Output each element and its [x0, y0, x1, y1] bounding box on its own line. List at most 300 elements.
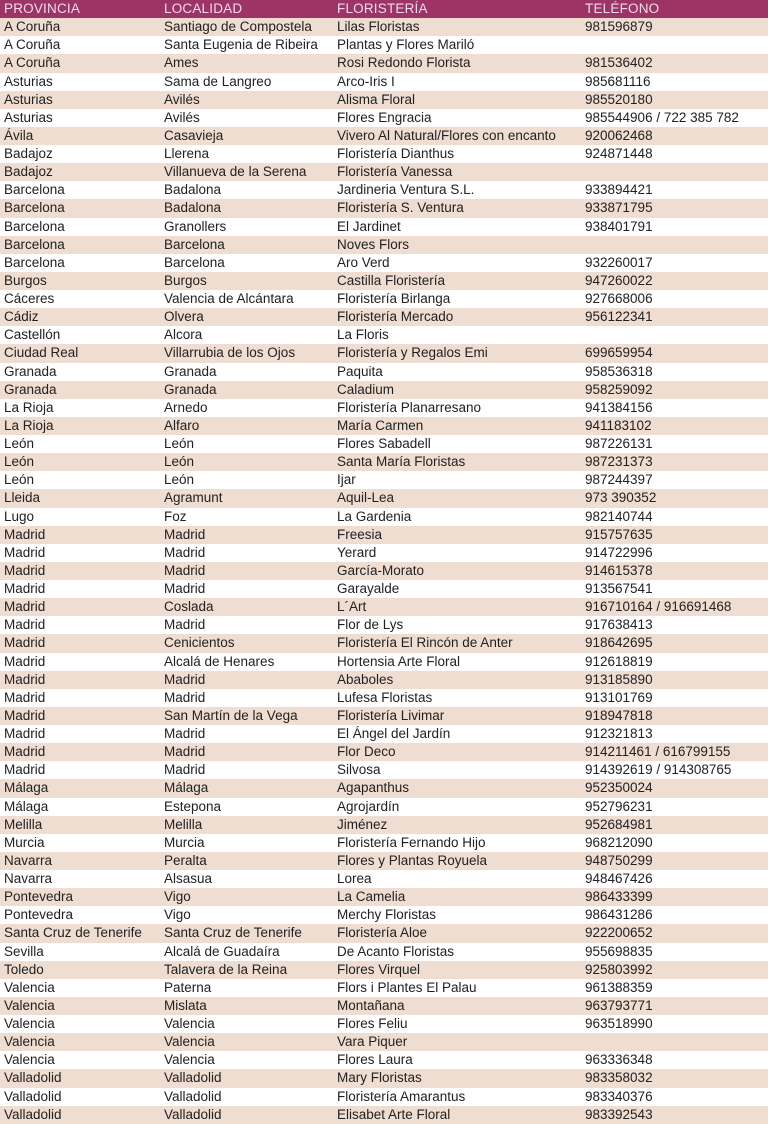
cell-provincia: Granada: [0, 363, 160, 381]
cell-provincia: Castellón: [0, 326, 160, 344]
cell-localidad: León: [160, 435, 333, 453]
cell-floristeria: Yerard: [333, 544, 581, 562]
cell-provincia: Navarra: [0, 870, 160, 888]
cell-telefono: 918947818: [581, 707, 768, 725]
cell-provincia: Madrid: [0, 725, 160, 743]
cell-telefono: 985544906 / 722 385 782: [581, 109, 768, 127]
cell-localidad: Casavieja: [160, 127, 333, 145]
table-row: [0, 779, 768, 797]
cell-localidad: Mislata: [160, 997, 333, 1015]
cell-localidad: Arnedo: [160, 399, 333, 417]
cell-floristeria: Floristería El Rincón de Anter: [333, 634, 581, 652]
cell-localidad: Valencia de Alcántara: [160, 290, 333, 308]
cell-localidad: Barcelona: [160, 254, 333, 272]
cell-floristeria: Floristería Mercado: [333, 308, 581, 326]
cell-provincia: Barcelona: [0, 236, 160, 254]
table-row: [0, 725, 768, 743]
cell-localidad: Villarrubia de los Ojos: [160, 344, 333, 362]
cell-floristeria: Flor Deco: [333, 743, 581, 761]
table-row: [0, 254, 768, 272]
cell-telefono: 952684981: [581, 816, 768, 834]
cell-floristeria: La Floris: [333, 326, 581, 344]
cell-telefono: 915757635: [581, 526, 768, 544]
cell-provincia: Madrid: [0, 689, 160, 707]
table-row: [0, 580, 768, 598]
cell-provincia: Madrid: [0, 562, 160, 580]
cell-provincia: Valencia: [0, 979, 160, 997]
table-row: [0, 598, 768, 616]
cell-telefono: 948750299: [581, 852, 768, 870]
table-row: [0, 562, 768, 580]
cell-telefono: 699659954: [581, 344, 768, 362]
table-row: [0, 18, 768, 36]
cell-localidad: Murcia: [160, 834, 333, 852]
table-row: [0, 127, 768, 145]
cell-provincia: Madrid: [0, 761, 160, 779]
table-row: [0, 743, 768, 761]
column-header-localidad: LOCALIDAD: [160, 0, 333, 18]
cell-localidad: Alsasua: [160, 870, 333, 888]
cell-telefono: [581, 236, 768, 254]
cell-floristeria: Rosi Redondo Florista: [333, 54, 581, 72]
cell-provincia: Barcelona: [0, 199, 160, 217]
cell-telefono: 927668006: [581, 290, 768, 308]
cell-telefono: 912321813: [581, 725, 768, 743]
cell-provincia: Melilla: [0, 816, 160, 834]
cell-telefono: 982140744: [581, 508, 768, 526]
cell-localidad: Granada: [160, 381, 333, 399]
table-row: [0, 852, 768, 870]
table-row: [0, 344, 768, 362]
table-row: [0, 761, 768, 779]
table-row: [0, 145, 768, 163]
cell-localidad: Badalona: [160, 181, 333, 199]
cell-provincia: Granada: [0, 381, 160, 399]
cell-floristeria: La Camelia: [333, 888, 581, 906]
cell-floristeria: Lilas Floristas: [333, 18, 581, 36]
cell-localidad: Vigo: [160, 906, 333, 924]
cell-floristeria: Hortensia Arte Floral: [333, 653, 581, 671]
cell-provincia: León: [0, 453, 160, 471]
table-row: [0, 471, 768, 489]
cell-telefono: 986431286: [581, 906, 768, 924]
cell-floristeria: Garayalde: [333, 580, 581, 598]
cell-floristeria: Freesia: [333, 526, 581, 544]
table-row: [0, 653, 768, 671]
cell-floristeria: Ijar: [333, 471, 581, 489]
cell-provincia: Madrid: [0, 634, 160, 652]
cell-provincia: Valencia: [0, 1015, 160, 1033]
cell-telefono: 913101769: [581, 689, 768, 707]
cell-floristeria: Castilla Floristería: [333, 272, 581, 290]
cell-telefono: 983358032: [581, 1069, 768, 1087]
cell-telefono: 913185890: [581, 671, 768, 689]
cell-floristeria: Floristería Amarantus: [333, 1088, 581, 1106]
cell-localidad: Llerena: [160, 145, 333, 163]
cell-provincia: Asturias: [0, 91, 160, 109]
cell-floristeria: Floristería Dianthus: [333, 145, 581, 163]
table-row: [0, 272, 768, 290]
cell-localidad: Madrid: [160, 761, 333, 779]
cell-provincia: Barcelona: [0, 181, 160, 199]
cell-provincia: Málaga: [0, 779, 160, 797]
cell-localidad: Alcora: [160, 326, 333, 344]
table-row: [0, 689, 768, 707]
table-row: [0, 979, 768, 997]
table-row: [0, 435, 768, 453]
cell-floristeria: Vara Piquer: [333, 1033, 581, 1051]
cell-telefono: 932260017: [581, 254, 768, 272]
cell-localidad: Paterna: [160, 979, 333, 997]
cell-localidad: Valencia: [160, 1051, 333, 1069]
cell-localidad: Avilés: [160, 91, 333, 109]
cell-floristeria: Agrojardín: [333, 798, 581, 816]
cell-telefono: [581, 36, 768, 54]
cell-localidad: Agramunt: [160, 489, 333, 507]
table-row: [0, 290, 768, 308]
cell-floristeria: Floristería Fernando Hijo: [333, 834, 581, 852]
cell-floristeria: Mary Floristas: [333, 1069, 581, 1087]
cell-telefono: 948467426: [581, 870, 768, 888]
cell-localidad: Badalona: [160, 199, 333, 217]
cell-provincia: Toledo: [0, 961, 160, 979]
cell-localidad: Madrid: [160, 689, 333, 707]
cell-floristeria: De Acanto Floristas: [333, 943, 581, 961]
cell-telefono: 912618819: [581, 653, 768, 671]
cell-telefono: 963518990: [581, 1015, 768, 1033]
cell-localidad: Ames: [160, 54, 333, 72]
table-row: [0, 236, 768, 254]
cell-floristeria: Flors i Plantes El Palau: [333, 979, 581, 997]
cell-telefono: 985520180: [581, 91, 768, 109]
cell-floristeria: García-Morato: [333, 562, 581, 580]
cell-floristeria: Jardineria Ventura S.L.: [333, 181, 581, 199]
table-row: [0, 218, 768, 236]
cell-telefono: 986433399: [581, 888, 768, 906]
column-header-provincia: PROVINCIA: [0, 0, 160, 18]
cell-floristeria: El Ángel del Jardín: [333, 725, 581, 743]
table-row: [0, 399, 768, 417]
cell-localidad: Santiago de Compostela: [160, 18, 333, 36]
cell-telefono: 922200652: [581, 924, 768, 942]
cell-provincia: Ciudad Real: [0, 344, 160, 362]
cell-telefono: 983340376: [581, 1088, 768, 1106]
cell-telefono: 963793771: [581, 997, 768, 1015]
cell-localidad: Foz: [160, 508, 333, 526]
cell-floristeria: Elisabet Arte Floral: [333, 1106, 581, 1124]
cell-telefono: 916710164 / 916691468: [581, 598, 768, 616]
cell-localidad: Valencia: [160, 1015, 333, 1033]
cell-provincia: Badajoz: [0, 145, 160, 163]
cell-telefono: 938401791: [581, 218, 768, 236]
cell-localidad: Málaga: [160, 779, 333, 797]
cell-floristeria: Arco-Iris I: [333, 73, 581, 91]
cell-telefono: [581, 163, 768, 181]
cell-localidad: Alcalá de Henares: [160, 653, 333, 671]
cell-localidad: San Martín de la Vega: [160, 707, 333, 725]
cell-floristeria: Floristería Birlanga: [333, 290, 581, 308]
cell-localidad: Cenicientos: [160, 634, 333, 652]
cell-telefono: 973 390352: [581, 489, 768, 507]
cell-localidad: Sama de Langreo: [160, 73, 333, 91]
cell-provincia: Madrid: [0, 544, 160, 562]
cell-provincia: A Coruña: [0, 36, 160, 54]
table-row: [0, 489, 768, 507]
cell-floristeria: Floristería Vanessa: [333, 163, 581, 181]
table-row: [0, 888, 768, 906]
cell-floristeria: Silvosa: [333, 761, 581, 779]
cell-localidad: Melilla: [160, 816, 333, 834]
table-row: [0, 109, 768, 127]
table-row: [0, 707, 768, 725]
cell-provincia: Asturias: [0, 73, 160, 91]
cell-floristeria: Flor de Lys: [333, 616, 581, 634]
cell-floristeria: Plantas y Flores Mariló: [333, 36, 581, 54]
cell-floristeria: Montañana: [333, 997, 581, 1015]
cell-localidad: Santa Eugenia de Ribeira: [160, 36, 333, 54]
table-row: [0, 798, 768, 816]
cell-localidad: Estepona: [160, 798, 333, 816]
cell-localidad: León: [160, 453, 333, 471]
cell-telefono: 981536402: [581, 54, 768, 72]
cell-telefono: 963336348: [581, 1051, 768, 1069]
cell-provincia: Madrid: [0, 707, 160, 725]
cell-provincia: La Rioja: [0, 417, 160, 435]
cell-provincia: Pontevedra: [0, 906, 160, 924]
cell-floristeria: Floristería Planarresano: [333, 399, 581, 417]
cell-telefono: 961388359: [581, 979, 768, 997]
cell-provincia: A Coruña: [0, 18, 160, 36]
cell-floristeria: María Carmen: [333, 417, 581, 435]
cell-telefono: 941384156: [581, 399, 768, 417]
cell-localidad: Vigo: [160, 888, 333, 906]
cell-localidad: Valladolid: [160, 1088, 333, 1106]
cell-localidad: Olvera: [160, 308, 333, 326]
cell-provincia: Madrid: [0, 580, 160, 598]
cell-localidad: Barcelona: [160, 236, 333, 254]
cell-floristeria: Floristería Aloe: [333, 924, 581, 942]
cell-localidad: Alfaro: [160, 417, 333, 435]
cell-provincia: Valladolid: [0, 1069, 160, 1087]
cell-floristeria: Aro Verd: [333, 254, 581, 272]
cell-provincia: Madrid: [0, 743, 160, 761]
table-row: [0, 163, 768, 181]
cell-provincia: Valladolid: [0, 1088, 160, 1106]
table-row: [0, 526, 768, 544]
cell-telefono: 933871795: [581, 199, 768, 217]
cell-localidad: Burgos: [160, 272, 333, 290]
cell-telefono: 956122341: [581, 308, 768, 326]
cell-floristeria: Flores Virquel: [333, 961, 581, 979]
cell-telefono: 987244397: [581, 471, 768, 489]
cell-provincia: Valencia: [0, 997, 160, 1015]
cell-telefono: 952796231: [581, 798, 768, 816]
cell-floristeria: Floristería S. Ventura: [333, 199, 581, 217]
cell-provincia: Santa Cruz de Tenerife: [0, 924, 160, 942]
table-row: [0, 1051, 768, 1069]
cell-floristeria: Santa María Floristas: [333, 453, 581, 471]
column-header-floristeria: FLORISTERÍA: [333, 0, 581, 18]
cell-telefono: 981596879: [581, 18, 768, 36]
table-row: [0, 816, 768, 834]
table-row: [0, 616, 768, 634]
cell-floristeria: Flores Engracia: [333, 109, 581, 127]
cell-localidad: Villanueva de la Serena: [160, 163, 333, 181]
cell-telefono: 955698835: [581, 943, 768, 961]
cell-floristeria: Caladium: [333, 381, 581, 399]
cell-floristeria: Aquil-Lea: [333, 489, 581, 507]
cell-provincia: Navarra: [0, 852, 160, 870]
cell-localidad: Valladolid: [160, 1069, 333, 1087]
cell-provincia: Valencia: [0, 1033, 160, 1051]
cell-provincia: Cádiz: [0, 308, 160, 326]
table-row: [0, 870, 768, 888]
cell-floristeria: Flores Feliu: [333, 1015, 581, 1033]
cell-localidad: Madrid: [160, 616, 333, 634]
cell-telefono: 958259092: [581, 381, 768, 399]
cell-floristeria: Alisma Floral: [333, 91, 581, 109]
cell-telefono: 952350024: [581, 779, 768, 797]
cell-provincia: Asturias: [0, 109, 160, 127]
cell-floristeria: Flores Sabadell: [333, 435, 581, 453]
cell-telefono: 914211461 / 616799155: [581, 743, 768, 761]
cell-floristeria: Paquita: [333, 363, 581, 381]
cell-telefono: 913567541: [581, 580, 768, 598]
cell-localidad: Coslada: [160, 598, 333, 616]
table-row: [0, 943, 768, 961]
table-row: [0, 36, 768, 54]
cell-telefono: 917638413: [581, 616, 768, 634]
cell-localidad: Talavera de la Reina: [160, 961, 333, 979]
table-row: [0, 91, 768, 109]
cell-telefono: 947260022: [581, 272, 768, 290]
cell-provincia: Valladolid: [0, 1106, 160, 1124]
table-row: [0, 961, 768, 979]
table-row: [0, 924, 768, 942]
table-row: [0, 199, 768, 217]
cell-localidad: Madrid: [160, 671, 333, 689]
cell-telefono: 914615378: [581, 562, 768, 580]
column-header-telefono: TELÉFONO: [581, 0, 768, 18]
cell-provincia: Pontevedra: [0, 888, 160, 906]
table-row: [0, 997, 768, 1015]
cell-provincia: Madrid: [0, 653, 160, 671]
table-row: [0, 1106, 768, 1124]
cell-floristeria: La Gardenia: [333, 508, 581, 526]
cell-provincia: León: [0, 435, 160, 453]
cell-provincia: Málaga: [0, 798, 160, 816]
cell-floristeria: Noves Flors: [333, 236, 581, 254]
cell-telefono: 914392619 / 914308765: [581, 761, 768, 779]
cell-provincia: Burgos: [0, 272, 160, 290]
cell-provincia: Ávila: [0, 127, 160, 145]
cell-telefono: 987231373: [581, 453, 768, 471]
table-row: [0, 1069, 768, 1087]
cell-provincia: La Rioja: [0, 399, 160, 417]
table-row: [0, 363, 768, 381]
table-row: [0, 634, 768, 652]
cell-localidad: Madrid: [160, 562, 333, 580]
cell-floristeria: Merchy Floristas: [333, 906, 581, 924]
cell-localidad: Alcalá de Guadaíra: [160, 943, 333, 961]
cell-telefono: [581, 326, 768, 344]
cell-floristeria: Flores y Plantas Royuela: [333, 852, 581, 870]
cell-localidad: Granollers: [160, 218, 333, 236]
cell-telefono: 968212090: [581, 834, 768, 852]
cell-telefono: [581, 1033, 768, 1051]
cell-provincia: Badajoz: [0, 163, 160, 181]
cell-floristeria: Floristería y Regalos Emi: [333, 344, 581, 362]
cell-floristeria: El Jardinet: [333, 218, 581, 236]
cell-provincia: Madrid: [0, 526, 160, 544]
table-row: [0, 326, 768, 344]
table-row: [0, 671, 768, 689]
table-row: [0, 1088, 768, 1106]
cell-provincia: Barcelona: [0, 218, 160, 236]
cell-provincia: Madrid: [0, 616, 160, 634]
table-row: [0, 181, 768, 199]
table-row: [0, 1015, 768, 1033]
table-row: [0, 508, 768, 526]
cell-telefono: 920062468: [581, 127, 768, 145]
cell-localidad: Madrid: [160, 544, 333, 562]
table-header: [0, 0, 768, 18]
cell-provincia: Lleida: [0, 489, 160, 507]
cell-telefono: 918642695: [581, 634, 768, 652]
cell-floristeria: Jiménez: [333, 816, 581, 834]
table-row: [0, 308, 768, 326]
cell-provincia: Barcelona: [0, 254, 160, 272]
cell-telefono: 985681116: [581, 73, 768, 91]
cell-localidad: Madrid: [160, 526, 333, 544]
cell-telefono: 933894421: [581, 181, 768, 199]
cell-provincia: Madrid: [0, 598, 160, 616]
table-row: [0, 381, 768, 399]
cell-telefono: 925803992: [581, 961, 768, 979]
cell-localidad: Granada: [160, 363, 333, 381]
cell-provincia: Sevilla: [0, 943, 160, 961]
table-row: [0, 73, 768, 91]
cell-telefono: 941183102: [581, 417, 768, 435]
cell-telefono: 958536318: [581, 363, 768, 381]
cell-provincia: A Coruña: [0, 54, 160, 72]
cell-localidad: Valladolid: [160, 1106, 333, 1124]
cell-telefono: 924871448: [581, 145, 768, 163]
cell-localidad: Santa Cruz de Tenerife: [160, 924, 333, 942]
cell-localidad: Madrid: [160, 580, 333, 598]
cell-provincia: Madrid: [0, 671, 160, 689]
table-row: [0, 544, 768, 562]
cell-floristeria: L´Art: [333, 598, 581, 616]
cell-provincia: Valencia: [0, 1051, 160, 1069]
table-row: [0, 453, 768, 471]
cell-telefono: 987226131: [581, 435, 768, 453]
cell-provincia: León: [0, 471, 160, 489]
cell-localidad: Madrid: [160, 743, 333, 761]
table-row: [0, 834, 768, 852]
table-row: [0, 54, 768, 72]
cell-provincia: Lugo: [0, 508, 160, 526]
cell-localidad: Peralta: [160, 852, 333, 870]
cell-floristeria: Agapanthus: [333, 779, 581, 797]
cell-localidad: Valencia: [160, 1033, 333, 1051]
cell-floristeria: Flores Laura: [333, 1051, 581, 1069]
cell-floristeria: Vivero Al Natural/Flores con encanto: [333, 127, 581, 145]
cell-localidad: Madrid: [160, 725, 333, 743]
cell-floristeria: Lorea: [333, 870, 581, 888]
cell-provincia: Murcia: [0, 834, 160, 852]
header-row: [0, 0, 768, 18]
